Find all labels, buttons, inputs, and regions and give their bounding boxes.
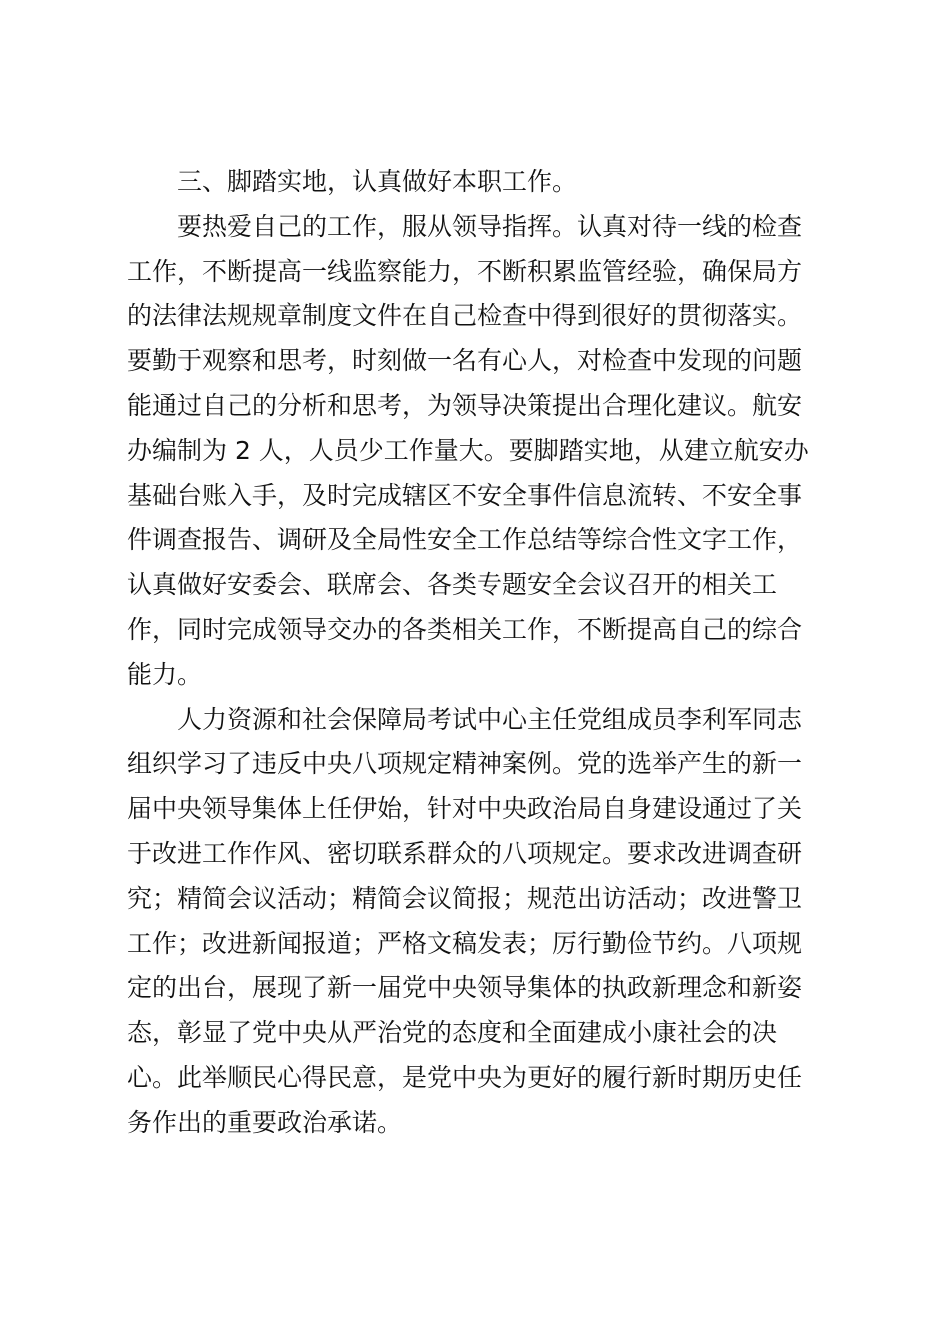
paragraph-line: 组织学习了违反中央八项规定精神案例。党的选举产生的新一 [127, 749, 803, 779]
paragraph-line: 工作；改进新闻报道；严格文稿发表；厉行勤俭节约。八项规 [127, 928, 803, 958]
paragraph-line: 作，同时完成领导交办的各类相关工作，不断提高自己的综合 [127, 614, 803, 644]
paragraph-1 [127, 205, 819, 698]
paragraph-line: 态，彰显了党中央从严治党的态度和全面建成小康社会的决 [127, 1018, 778, 1048]
paragraph-line: 基础台账入手，及时完成辖区不安全事件信息流转、不安全事 [127, 480, 803, 510]
document-body [127, 160, 819, 1146]
paragraph-line: 务作出的重要政治承诺。 [127, 1107, 403, 1137]
paragraph-line: 能力。 [127, 659, 203, 689]
section-heading: 三、脚踏实地，认真做好本职工作。 [177, 167, 578, 196]
paragraph-line: 件调查报告、调研及全局性安全工作总结等综合性文字工作， [127, 525, 803, 555]
paragraph-line: 工作，不断提高一线监察能力，不断积累监管经验，确保局方 [127, 256, 803, 286]
paragraph-line: 办编制为 2 人，人员少工作量大。要脚踏实地，从建立航安办 [127, 435, 809, 465]
paragraph-line: 要热爱自己的工作，服从领导指挥。认真对待一线的检查 [177, 211, 803, 241]
paragraph-line: 心。此举顺民心得民意，是党中央为更好的履行新时期历史任 [127, 1062, 803, 1092]
paragraph-line: 能通过自己的分析和思考，为领导决策提出合理化建议。航安 [127, 390, 803, 420]
paragraph-line: 定的出台，展现了新一届党中央领导集体的执政新理念和新姿 [127, 973, 803, 1003]
paragraph-2 [127, 698, 819, 1146]
paragraph-line: 届中央领导集体上任伊始，针对中央政治局自身建设通过了关 [127, 794, 803, 824]
paragraph-line: 的法律法规规章制度文件在自己检查中得到很好的贯彻落实。 [127, 301, 803, 331]
paragraph-line: 人力资源和社会保障局考试中心主任党组成员李利军同志 [177, 704, 803, 734]
paragraph-line: 于改进工作作风、密切联系群众的八项规定。要求改进调查研 [127, 838, 803, 868]
paragraph-line: 要勤于观察和思考，时刻做一名有心人，对检查中发现的问题 [127, 346, 803, 376]
paragraph-line: 认真做好安委会、联席会、各类专题安全会议召开的相关工 [127, 570, 778, 600]
paragraph-line: 究；精简会议活动；精简会议简报；规范出访活动；改进警卫 [127, 883, 803, 913]
